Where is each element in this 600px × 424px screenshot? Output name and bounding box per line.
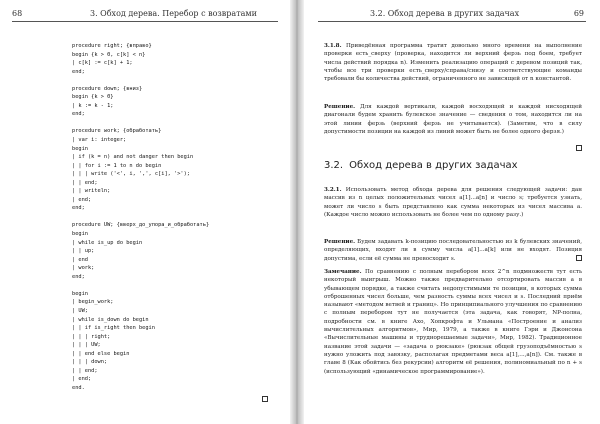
end-of-proof-icon [576, 145, 582, 151]
right-page [304, 0, 600, 424]
code-line: begin {k > 0, c[k] < n} [72, 51, 146, 58]
solution-text: Будем задавать k-позицию последовательностью из k булевских значений, определяющих, входят ли в сумму числа a[1]...a[k] или не входят. Позиция допустима, если её сумма не превосходит s. [324, 239, 582, 262]
remark-label: Замечание. [324, 269, 362, 275]
code-line [72, 76, 272, 85]
code-line: | | | write ('<', i, ',', c[i], '>'); [72, 171, 190, 178]
code-line: | c[k] := c[k] + 1; [72, 60, 133, 67]
section-number: 3.2. [324, 160, 344, 171]
code-line: | | writeln; [72, 188, 111, 195]
right-running-title: 3.2. Обход дерева в других задачах [370, 9, 520, 18]
code-line: | if (k = n) and not danger then begin [72, 154, 194, 161]
remark-text: По сравнению с полным перебором всех 2^n подмножеств тут есть некоторый выигрыш. Можно также предварительно отсортировать массив a в убывающем порядке, а также считать недопустимыми те позиции, в которых сумма отброшенных чисел больше, чем разность суммы всех чисел и s. Последний приём называют «методом ветвей и границ». Но принципиального улучшения по сравнению с полным перебором тут не получается (эта задача, как говорят, NP-полна, подробности см. в книге Ахо, Хопкрофта и Ульмана «Построение и анализ вычислительных алгоритмов», Мир, 1979, а также в книге Гэри и Джонсона «Вычислительные машины и труднорешаемые задачи», Мир, 1982). Традиционное название этой задачи — «задача о рюкзаке» (рюкзак общей грузоподъёмностью s нужно уложить под завязку, располагая предметами веса a[1],...,a[n]). См. также в главе 8 (Как обойтись без рекурсии) алгоритм её решения, полиномиальный по n + s (использующий «динамическое программирование»). [324, 269, 583, 375]
code-listing [72, 42, 272, 392]
code-line: procedure right; {вправо} [72, 43, 152, 49]
code-line: | while is_up do begin [72, 239, 143, 246]
code-line: begin [72, 231, 88, 238]
problem-label: 3.1.8. [324, 43, 342, 49]
end-of-proof-icon [262, 396, 268, 402]
code-line: | end; [72, 196, 92, 203]
code-line: | | | down; [72, 359, 108, 366]
problem-text: Приведённая программа тратит довольно много времени на выполнение проверки есть_сверху (проверка, находится ли верхний ферзь под боем, требует числа действий порядка n). Изменить реализацию операций с деревом позиций так, чтобы все три проверки есть_сверху/справа/снизу и соответствующие команды требовали бы количества действий, ограниченного не зависящей от n константой. [324, 43, 583, 83]
problem-3-1-8 [324, 42, 582, 83]
end-of-proof-icon [576, 255, 582, 261]
code-line: | | end else begin [72, 350, 130, 357]
problem-label: 3.2.1. [324, 187, 342, 193]
code-line: end; [72, 68, 85, 75]
solution-label: Решение. [324, 239, 356, 245]
solution-label: Решение. [324, 104, 356, 110]
solution-text: Для каждой вертикали, каждой восходящей и каждой нисходящей диагонали будем хранить булевское значение — сведения о том, находится ли на этой линии ферзь (верхний ферзь не учитывается). (Заметим, что в силу допустимости позиции на каждой из линий может быть не более одного ферзя.) [324, 104, 582, 135]
right-page-number: 69 [573, 9, 584, 18]
section-title: Обход дерева в других задачах [349, 160, 518, 171]
code-line: begin [72, 290, 88, 297]
section-heading [324, 160, 518, 171]
code-line: end. [72, 384, 85, 391]
left-page [0, 0, 290, 424]
left-page-number: 68 [12, 9, 23, 18]
code-line: begin [72, 145, 88, 152]
code-line: | | end; [72, 179, 98, 186]
problem-3-2-1 [324, 186, 582, 219]
code-line: | work; [72, 265, 95, 272]
code-line: | UW; [72, 307, 88, 314]
code-line: | while is_down do begin [72, 316, 149, 323]
code-line [72, 213, 272, 222]
code-line: | var i: integer; [72, 137, 127, 144]
code-line: procedure UW; {вверх_до_упора_и_обработать} [72, 222, 210, 229]
code-line: begin {k > 0} [72, 94, 114, 101]
code-line: | | | right; [72, 333, 111, 340]
code-line: | | end; [72, 367, 98, 374]
code-line: procedure down; {вниз} [72, 85, 143, 92]
code-line: end; [72, 205, 85, 212]
code-line [72, 281, 272, 290]
code-line: end; [72, 273, 85, 280]
code-line: | | up; [72, 248, 95, 255]
header-rule [12, 21, 278, 22]
code-line: end; [72, 111, 85, 118]
remark [324, 268, 582, 376]
code-line: | end; [72, 376, 92, 383]
solution-3-2-1 [324, 238, 582, 263]
left-running-title: 3. Обход дерева. Перебор с возвратами [90, 9, 257, 18]
code-line: | begin_work; [72, 299, 114, 306]
header-rule [318, 21, 586, 22]
code-line: | | if is_right then begin [72, 325, 155, 332]
book-spine [290, 0, 304, 424]
code-line: procedure work; {обработать} [72, 128, 162, 135]
code-line: | end [72, 256, 88, 263]
problem-text: Использовать метод обхода дерева для решения следующей задачи: дан массив из n целых положительных чисел a[1]...a[n] и число s; требуется узнать, может ли число s быть представлено как сумма некоторых из чисел массива a. (Каждое число можно использовать не более чем по одному разу.) [324, 187, 582, 218]
code-line: | | | UW; [72, 342, 101, 349]
solution-3-1-8 [324, 103, 582, 136]
code-line: | k := k - 1; [72, 102, 114, 109]
code-line: | | for i := 1 to n do begin [72, 162, 162, 169]
code-line [72, 119, 272, 128]
